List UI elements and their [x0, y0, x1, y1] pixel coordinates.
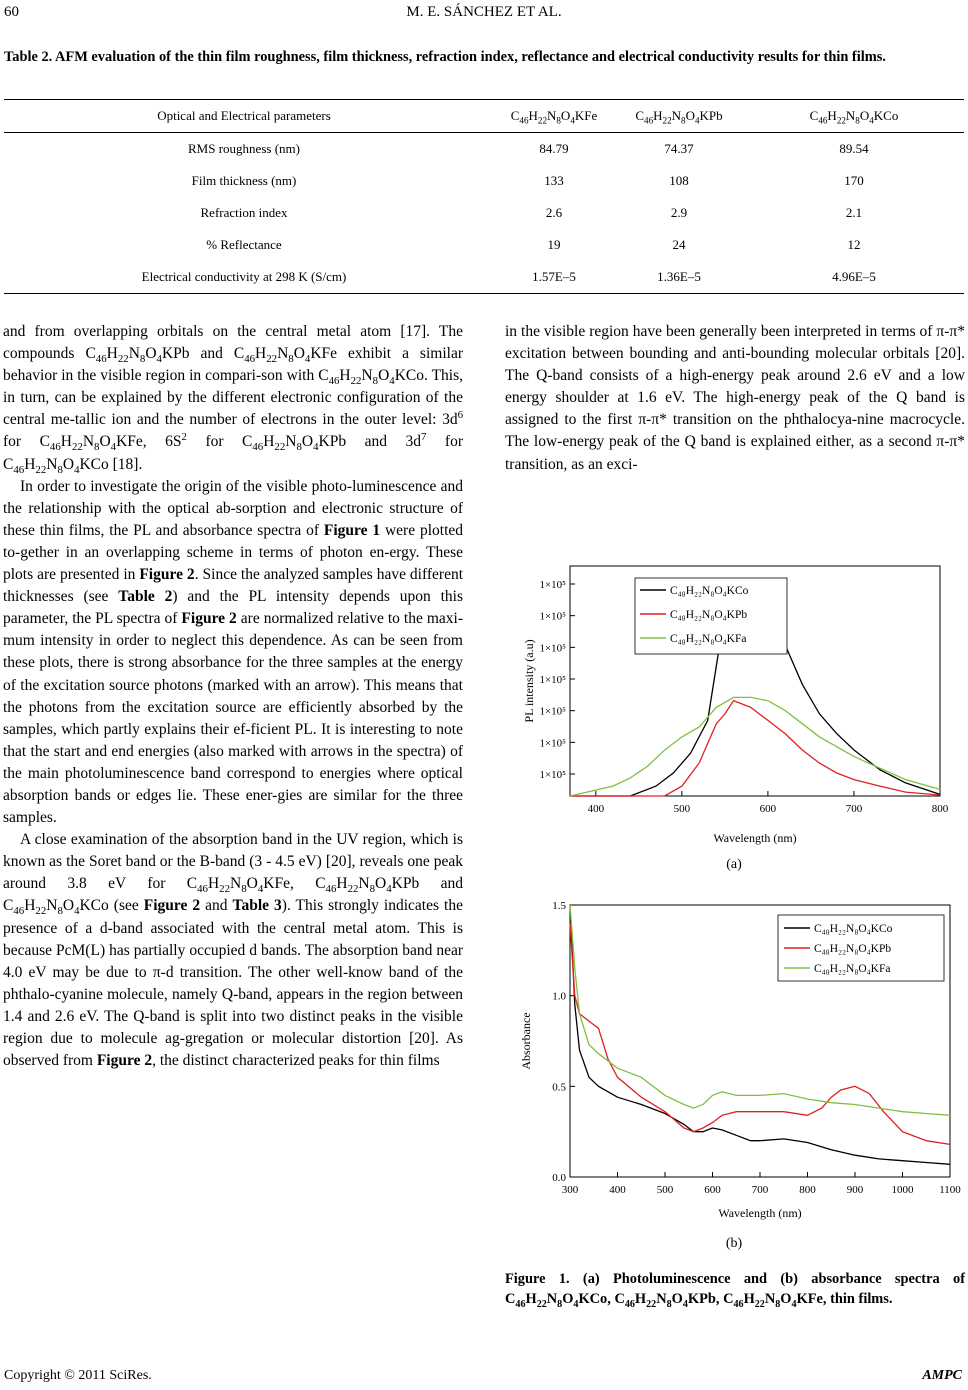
x-tick-label: 1000 [891, 1184, 914, 1196]
paragraph: A close examination of the absorption band in the UV region, which is known as the Soret band or the B-band (3 - 4.5 eV) [20], reveals one peak around 3.8 eV for $C_{46}H_{22}N_8O_4KFe$, $C_{46}H_{22}N_8O_4KPb$ and $C_{46}H_{22}N_8O_4KCo$ (see Figure 2 and Table 3). This strongly indicates the presence of a d-band associated with the central metal atom. This is because PcM(L) has partially occupied d bands. The absorption band near 4.0 eV may be due to π-d transition. The other well-know band of the phthalo-cyanine molecule, namely Q-band, appears in the region between 1.4 and 2.6 eV. The Q-band is split into two distinct peaks in the visible region due to molecule ag-gregation or molecular distortion [20]. As observed from Figure 2, the distinct characterized peaks for thin films [3, 831, 463, 1070]
y-tick-label: 1×10⁵ [539, 610, 566, 623]
y-tick-label: 1×10⁵ [539, 642, 566, 655]
data-table [4, 99, 964, 294]
y-tick-label: 1×10⁵ [539, 579, 566, 591]
row-value-co: 12 [847, 237, 861, 252]
table-row [4, 229, 964, 261]
legend-label: C₄₈H₂₂N₈O₄KCo [814, 923, 893, 935]
footer-journal: AMPC [922, 1368, 962, 1383]
caption-tail: thin films. [826, 1290, 893, 1307]
x-tick-label: 800 [931, 803, 949, 815]
paragraph: in the visible region have been generally been interpreted in terms of π-π* excitation between bounding and anti-bounding molecular orbitals [20]. The Q-band consists of a high-energy peak around 2.6 eV and a low energy shoulder at 1.6 eV. The high-energy peak of the Q band is assigned to the first π-π* transition on the phthalocya-nine macrocycle. The low-energy peak of the Q band is explained either, as a second π-π* transition, as an exci- [505, 323, 965, 473]
table-row [4, 261, 964, 293]
x-axis-label: Wavelength (nm) [718, 1206, 802, 1220]
table-header-pb: $C_{46}H_{22}N_8O_4KPb$ [635, 108, 723, 126]
row-value-co: 4.96E–5 [832, 269, 876, 284]
table-header-row [4, 100, 964, 133]
y-tick-label: 1.5 [552, 900, 566, 912]
y-tick-label: 1×10⁵ [539, 674, 566, 686]
row-value-fe: 133 [544, 173, 564, 188]
table-body [4, 133, 964, 293]
x-tick-label: 400 [587, 803, 605, 815]
x-tick-label: 700 [751, 1184, 769, 1196]
x-tick-label: 600 [704, 1184, 721, 1196]
x-tick-label: 700 [845, 803, 863, 815]
row-value-fe: 84.79 [539, 141, 569, 156]
x-tick-label: 1100 [939, 1184, 961, 1196]
paragraph: In order to investigate the origin of the visible photo-luminescence and the relationship with the optical ab-sorption and electronic structure of these thin films, the PL and absorbance spectra of Figure 1 were plotted to-gether in an overlapping scheme in terms of photon en-ergy. These plots are presented in Figure 2. Since the analyzed samples have different thicknesses (see Table 2) and the PL intensity depends upon this parameter, the PL spectra of Figure 2 are normalized relative to the maxi-mum intensity in order to neglect this dependence. As can be seen from these plots, there is strong absorbance for the three samples at the energy of the excitation source photons (marked with an arrow). This means that the photons from the excitation source are efficiently absorbed by the samples, which partly explains their ef-ficient PL. It is interesting to note that the start and end energies (also marked with arrows in the spectra) of the main photoluminescence band correspond to energies where optical absorption bands or edges lie. These ener-gies are similar for the three samples. [3, 477, 464, 827]
page-number: 60 [4, 4, 19, 20]
y-tick-label: 0.0 [552, 1172, 566, 1184]
row-value-pb: 24 [672, 237, 686, 252]
y-axis-label: Absorbance [519, 1012, 533, 1070]
absorbance-chart [510, 897, 965, 1227]
row-value-fe: 19 [547, 237, 561, 252]
y-tick-label: 1×10⁵ [539, 705, 566, 718]
row-label: RMS roughness (nm) [188, 141, 300, 156]
x-tick-label: 600 [759, 803, 777, 815]
table-row [4, 133, 964, 165]
x-tick-label: 500 [656, 1184, 674, 1196]
legend-label: C₄₈H₂₂N₈O₄KCo [670, 585, 749, 597]
y-tick-label: 0.5 [552, 1081, 566, 1094]
x-tick-label: 500 [673, 803, 691, 815]
y-tick-label: 1×10⁵ [539, 769, 566, 781]
row-label: % Reflectance [206, 237, 282, 252]
table-row [4, 197, 964, 229]
row-value-pb: 108 [669, 173, 689, 188]
table-row [4, 165, 964, 197]
legend-label: C₄₈H₂₂N₈O₄KPb [670, 609, 748, 621]
row-label: Electrical conductivity at 298 K (S/cm) [141, 269, 347, 284]
table-header-param: Optical and Electrical parameters [157, 108, 331, 123]
x-tick-label: 900 [846, 1184, 864, 1196]
footer-copyright: Copyright © 2011 SciRes. [4, 1368, 152, 1383]
table-header-co: $C_{46}H_{22}N_8O_4KCo$ [809, 108, 899, 126]
y-tick-label: 1×10⁵ [539, 737, 566, 750]
pl-spectra-chart [510, 560, 965, 850]
y-tick-label: 1.0 [552, 990, 566, 1003]
row-label: Film thickness (nm) [191, 173, 297, 188]
caption-lead: Figure 1. (a) Photoluminescence and (b) absorbance spectra of [505, 1271, 965, 1287]
legend-label: C₄₈H₂₂N₈O₄KPb [814, 943, 892, 955]
body-text-left-column [3, 321, 463, 1072]
row-value-fe: 1.57E–5 [532, 269, 576, 284]
row-label: Refraction index [200, 205, 288, 220]
row-value-pb: 2.9 [670, 205, 688, 220]
x-tick-label: 800 [799, 1184, 816, 1196]
row-value-fe: 2.6 [545, 205, 563, 220]
figure-caption: Figure 1. (a) Photoluminescence and (b) absorbance spectra of $C_{46}H_{22}N_8O_4KCo$, $C_{46}H_{22}N_8O_4KPb$, $C_{46}H_{22}N_8O_4KFe$, thin films. [505, 1271, 965, 1310]
x-axis-label: Wavelength (nm) [713, 831, 797, 845]
y-axis-label: PL intensity (a.u) [522, 639, 536, 723]
figure-b-label: (b) [725, 1236, 743, 1251]
x-tick-label: 300 [561, 1184, 579, 1196]
row-value-co: 170 [844, 173, 864, 188]
legend-label: C₄₈H₂₂N₈O₄KFa [814, 963, 891, 975]
row-value-pb: 74.37 [664, 141, 694, 156]
running-title: M. E. SÁNCHEZ ET AL. [406, 4, 562, 20]
paragraph: and from overlapping orbitals on the central metal atom [17]. The compounds $C_{46}H_{22}N_8O_4KPb$ and $C_{46}H_{22}N_8O_4KFe$ exhibit a similar behavior in the visible region in compari-son with $C_{46}H_{22}N_8O_4KCo$. This, in turn, can be explained by the different electronic configuration of the central me-tallic ion and the number of electrons in the outer level: $3d^6$ for $C_{46}H_{22}N_8O_4KFe$, $6S^2$ for $C_{46}H_{22}N_8O_4KPb$ and $3d^7$ for $C_{46}H_{22}N_8O_4KCo$ [18]. [3, 323, 464, 476]
x-tick-label: 400 [609, 1184, 626, 1196]
row-value-co: 2.1 [845, 205, 863, 220]
table-caption: Table 2. AFM evaluation of the thin film roughness, film thickness, refraction index, reflectance and electrical conductivity results for thin films. [4, 49, 886, 65]
figure-a-label: (a) [726, 857, 742, 872]
row-value-co: 89.54 [839, 141, 869, 156]
body-text-right-column [505, 321, 965, 476]
row-value-pb: 1.36E–5 [657, 269, 701, 284]
legend-label: C₄₈H₂₂N₈O₄KFa [670, 633, 747, 645]
table-header-fe: $C_{46}H_{22}N_8O_4KFe$ [510, 108, 598, 126]
